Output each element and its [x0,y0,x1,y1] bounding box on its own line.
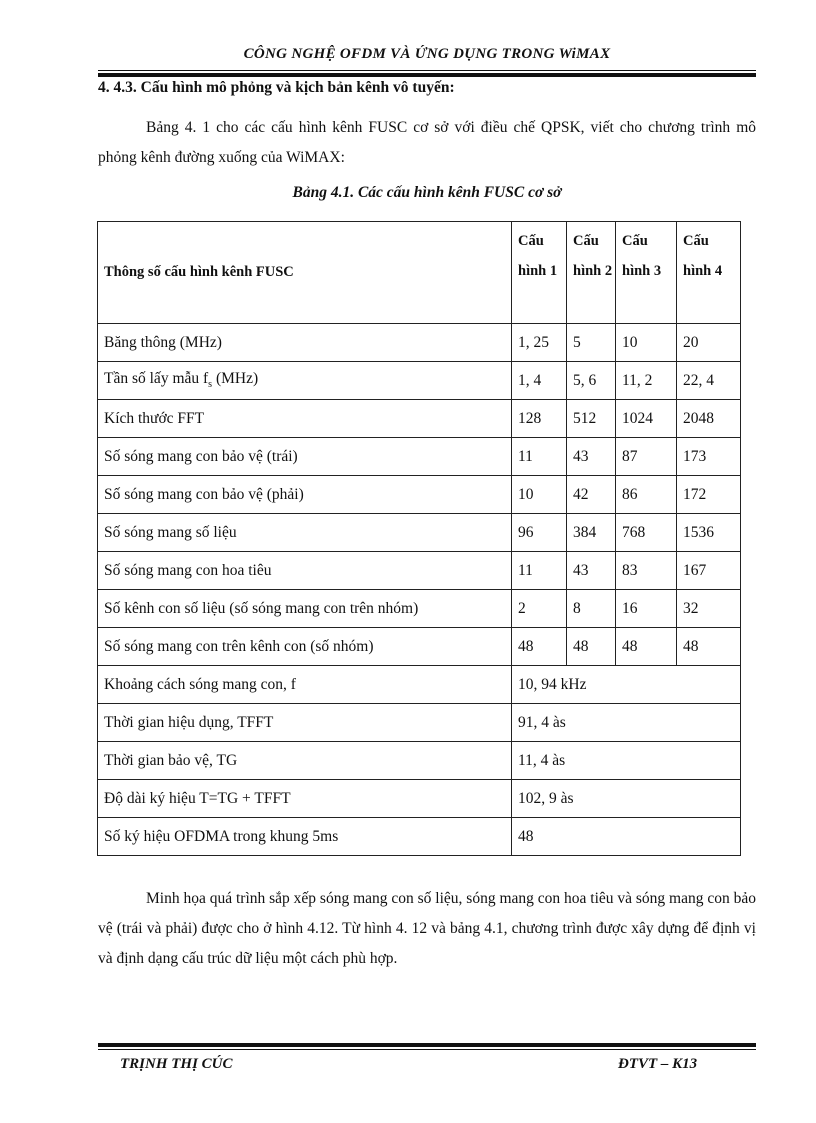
cell-value: 167 [677,552,741,590]
row-label: Số ký hiệu OFDMA trong khung 5ms [98,818,512,856]
cell-value: 48 [616,628,677,666]
cell-value: 11, 2 [616,362,677,400]
page-header-title: CÔNG NGHỆ OFDM VÀ ỨNG DỤNG TRONG WiMAX [243,46,611,62]
cell-value: 173 [677,438,741,476]
closing-paragraph: Minh họa quá trình sắp xếp sóng mang con số liệu, sóng mang con hoa tiêu và sóng mang con bảo vệ (trái và phải) được cho ở hình 4.12. Từ hình 4. 12 và bảng 4.1, chương trình được xây dựng để định vị và định dạng cấu trúc dữ liệu một cách phù hợp. [98,890,756,967]
cell-value: 22, 4 [677,362,741,400]
table-row [98,628,741,666]
cell-value: 5, 6 [567,362,616,400]
cell-value: 32 [677,590,741,628]
row-label-main: Tần số lấy mẫu f [104,370,209,388]
footer-rule-thin [98,1049,756,1050]
row-label: Số sóng mang con bảo vệ (trái) [98,438,512,476]
cell-value: 11 [512,552,567,590]
row-label: Thời gian bảo vệ, TG [98,742,512,780]
intro-paragraph: Bảng 4. 1 cho các cấu hình kênh FUSC cơ sở với điều chế QPSK, viết cho chương trình mô phỏng kênh đường xuống của WiMAX: [98,119,756,166]
table-row-merged [98,666,741,704]
param-header: Thông số cấu hình kênh FUSC [98,222,512,324]
column-header: Cấu hình 2 [567,222,616,324]
cell-value: 20 [677,324,741,362]
cell-value: 87 [616,438,677,476]
cell-value: 42 [567,476,616,514]
cell-value: 10 [616,324,677,362]
row-label: Kích thước FFT [98,400,512,438]
column-header: Cấu hình 3 [616,222,677,324]
merged-cell-value: 11, 4 às [512,742,741,780]
table-row-merged [98,742,741,780]
table-caption: Bảng 4.1. Các cấu hình kênh FUSC cơ sở [292,184,562,201]
row-label: Số kênh con số liệu (số sóng mang con trên nhóm) [98,590,512,628]
column-header: Cấu hình 4 [677,222,741,324]
row-label: Thời gian hiệu dụng, TFFT [98,704,512,742]
cell-value: 16 [616,590,677,628]
cell-value: 2048 [677,400,741,438]
cell-value: 5 [567,324,616,362]
cell-value: 1, 25 [512,324,567,362]
row-label: Khoảng cách sóng mang con, f [98,666,512,704]
cell-value: 83 [616,552,677,590]
table-row [98,552,741,590]
table-row [98,400,741,438]
header-rule-thick [98,73,756,77]
footer-class: ĐTVT – K13 [618,1056,698,1072]
cell-value: 48 [567,628,616,666]
table-header-row [98,222,741,324]
cell-value: 43 [567,552,616,590]
cell-value: 768 [616,514,677,552]
cell-value: 11 [512,438,567,476]
cell-value: 172 [677,476,741,514]
table-row [98,438,741,476]
cell-value: 10 [512,476,567,514]
cell-value: 48 [512,628,567,666]
table-row [98,590,741,628]
cell-value: 43 [567,438,616,476]
table-row-merged [98,704,741,742]
cell-value: 1536 [677,514,741,552]
table-row [98,324,741,362]
row-label: Số sóng mang con hoa tiêu [98,552,512,590]
header-rule-thin [98,70,756,71]
merged-cell-value: 91, 4 às [512,704,741,742]
merged-cell-value: 48 [512,818,741,856]
footer-author: TRỊNH THỊ CÚC [120,1056,233,1072]
config-table [97,221,741,856]
row-label [98,362,512,400]
table-row-merged [98,780,741,818]
cell-value: 86 [616,476,677,514]
section-heading: 4. 4.3. Cấu hình mô phỏng và kịch bản kênh vô tuyến: [98,79,455,96]
row-label-tail: (MHz) [212,370,259,388]
row-label-subscript: s [208,379,213,391]
table-row-merged [98,818,741,856]
cell-value: 128 [512,400,567,438]
row-label: Độ dài ký hiệu T=TG + TFFT [98,780,512,818]
cell-value: 1, 4 [512,362,567,400]
cell-value: 96 [512,514,567,552]
table-row [98,362,741,400]
table-row [98,514,741,552]
row-label: Số sóng mang con bảo vệ (phải) [98,476,512,514]
row-label: Băng thông (MHz) [98,324,512,362]
cell-value: 384 [567,514,616,552]
cell-value: 1024 [616,400,677,438]
cell-value: 2 [512,590,567,628]
cell-value: 8 [567,590,616,628]
cell-value: 512 [567,400,616,438]
merged-cell-value: 102, 9 às [512,780,741,818]
row-label: Số sóng mang con trên kênh con (số nhóm) [98,628,512,666]
merged-cell-value: 10, 94 kHz [512,666,741,704]
column-header: Cấu hình 1 [512,222,567,324]
footer-rule-thick [98,1043,756,1047]
row-label: Số sóng mang số liệu [98,514,512,552]
table-row [98,476,741,514]
cell-value: 48 [677,628,741,666]
